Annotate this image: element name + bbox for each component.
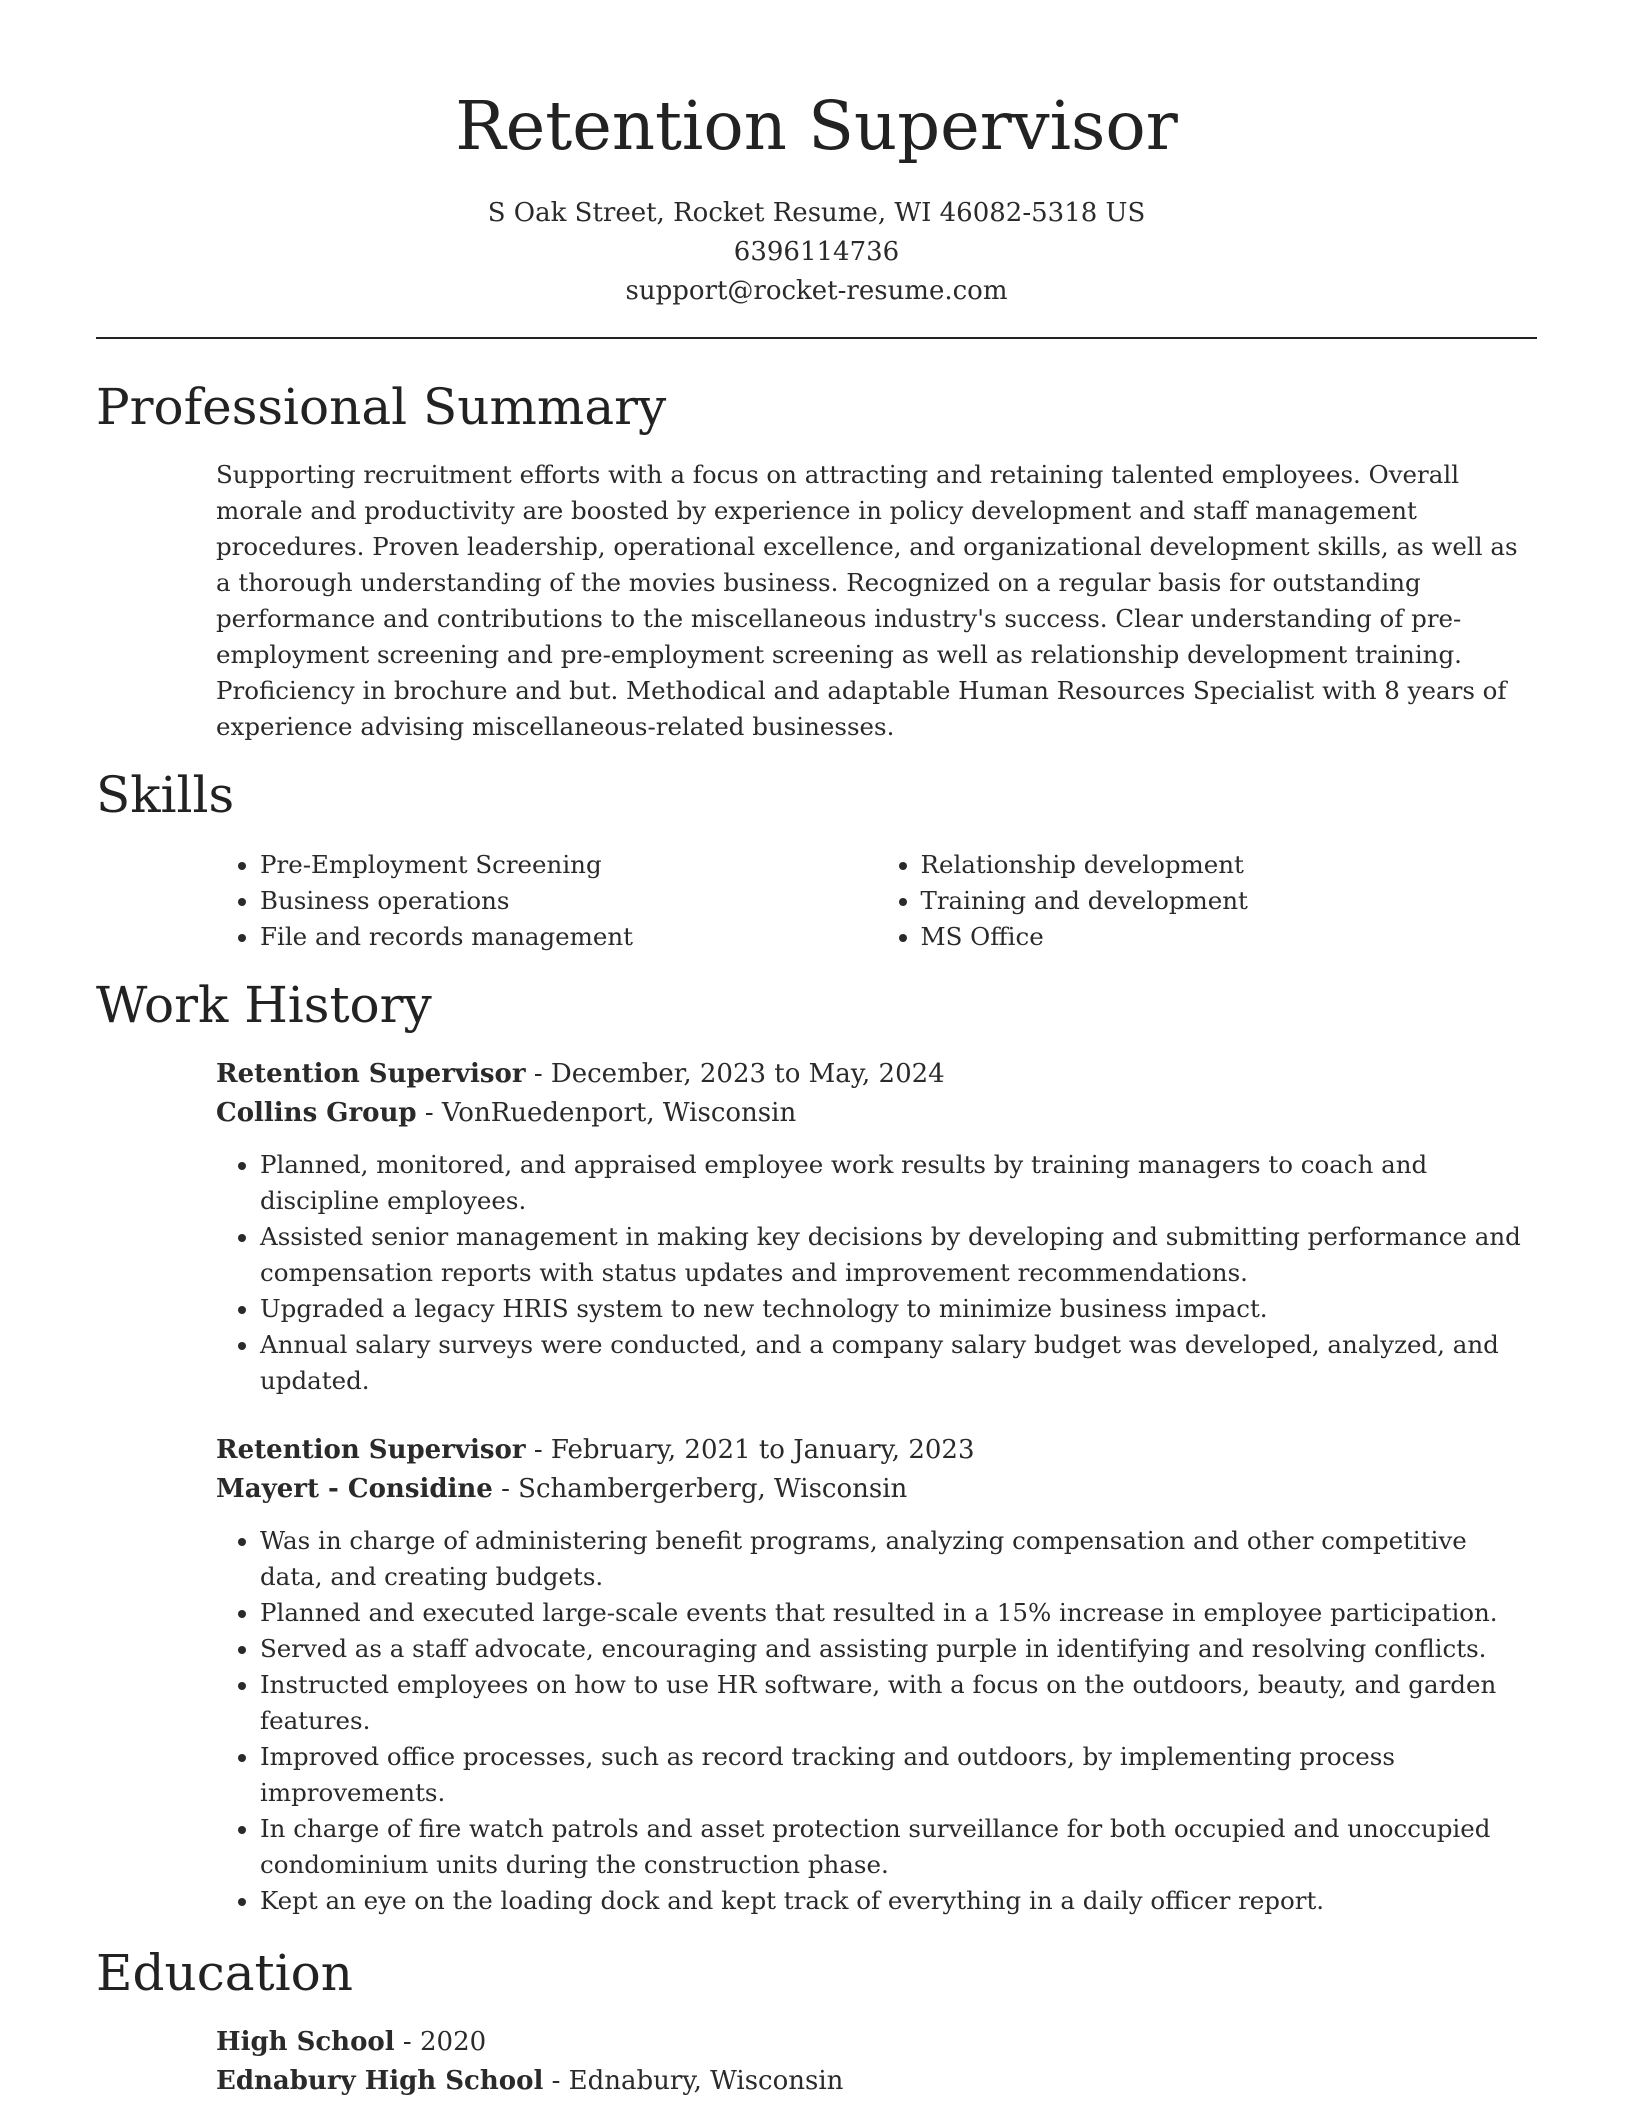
job-bullets <box>216 1523 1537 1919</box>
job-entry <box>216 1055 1537 1133</box>
job-bullet: • Improved office processes, such as record tracking and outdoors, by implementing process improvements. <box>260 1739 1537 1811</box>
job-bullet: • Was in charge of administering benefit programs, analyzing compensation and other competitive data, and creating budgets. <box>260 1523 1537 1595</box>
skills-list-left <box>216 847 877 955</box>
job-title-line <box>216 1431 1537 1470</box>
job-company-line <box>216 1094 1537 1133</box>
education-degree-line <box>216 2023 1537 2062</box>
skill-item: • Pre-Employment Screening <box>260 847 877 883</box>
job-separator: - <box>533 1435 551 1465</box>
education-school-line <box>216 2062 1537 2101</box>
job-location: VonRuedenport, Wisconsin <box>441 1098 797 1128</box>
job-company: Collins Group <box>216 1098 417 1128</box>
work-title: Work History <box>96 976 432 1034</box>
job-dates: February, 2021 to January, 2023 <box>550 1435 975 1465</box>
skill-item: • Training and development <box>921 883 1538 919</box>
job-bullet: • Served as a staff advocate, encouraging and assisting purple in identifying and resolving conflicts. <box>260 1631 1537 1667</box>
job-location: Schambergerberg, Wisconsin <box>518 1474 908 1504</box>
job-bullet: • Planned, monitored, and appraised employee work results by training managers to coach and discipline employees. <box>260 1147 1537 1219</box>
candidate-name: Retention Supervisor <box>455 87 1178 165</box>
job-separator: - <box>501 1474 519 1504</box>
job-dates: December, 2023 to May, 2024 <box>550 1059 945 1089</box>
work-section <box>96 975 1537 1919</box>
job-separator: - <box>424 1098 442 1128</box>
education-section <box>96 1943 1537 2101</box>
skills-grid <box>216 847 1537 955</box>
resume-page <box>96 0 1537 2101</box>
email-text: support@rocket-resume.com <box>625 276 1008 306</box>
job-position: Retention Supervisor <box>216 1435 526 1465</box>
job-company: Mayert - Considine <box>216 1474 493 1504</box>
resume-header <box>96 0 1537 311</box>
header-divider <box>96 337 1537 339</box>
job-company-line <box>216 1470 1537 1509</box>
job-bullet: • Planned and executed large-scale events that resulted in a 15% increase in employee participation. <box>260 1595 1537 1631</box>
education-degree: High School <box>216 2027 395 2057</box>
education-location: Ednabury, Wisconsin <box>568 2066 844 2096</box>
job-bullet: • Upgraded a legacy HRIS system to new technology to minimize business impact. <box>260 1291 1537 1327</box>
job-bullet: • In charge of fire watch patrols and asset protection surveillance for both occupied and unoccupied condominium units during the construction phase. <box>260 1811 1537 1883</box>
job-position: Retention Supervisor <box>216 1059 526 1089</box>
education-entry <box>216 2023 1537 2101</box>
job-separator: - <box>533 1059 551 1089</box>
skill-item: • File and records management <box>260 919 877 955</box>
summary-title: Professional Summary <box>96 378 667 436</box>
education-separator: - <box>551 2066 569 2096</box>
skill-item: • Business operations <box>260 883 877 919</box>
job-bullet: • Annual salary surveys were conducted, and a company salary budget was developed, analyzed, and updated. <box>260 1327 1537 1399</box>
job-bullet: • Kept an eye on the loading dock and kept track of everything in a daily officer report. <box>260 1883 1537 1919</box>
contact-block <box>96 194 1537 311</box>
job-entry <box>216 1431 1537 1509</box>
education-title: Education <box>96 1944 353 2002</box>
address-text: S Oak Street, Rocket Resume, WI 46082-5318 US <box>487 198 1146 228</box>
skill-item: • MS Office <box>921 919 1538 955</box>
skill-item: • Relationship development <box>921 847 1538 883</box>
summary-section <box>96 377 1537 745</box>
phone-text: 6396114736 <box>733 237 900 267</box>
education-separator: - <box>402 2027 420 2057</box>
job-bullet: • Instructed employees on how to use HR software, with a focus on the outdoors, beauty, and garden features. <box>260 1667 1537 1739</box>
summary-text: Supporting recruitment efforts with a focus on attracting and retaining talented employees. Overall morale and productivity are boosted by experience in policy development and staff management procedures. Proven leadership, operational excellence, and organizational development skills, as well as a thorough understanding of the movies business. Recognized on a regular basis for outstanding performance and contributions to the miscellaneous industry's success. Clear understanding of pre-employment screening and pre-employment screening as well as relationship development training. Proficiency in brochure and but. Methodical and adaptable Human Resources Specialist with 8 years of experience advising miscellaneous-related businesses. <box>216 460 1518 741</box>
job-bullets <box>216 1147 1537 1399</box>
job-bullet: • Assisted senior management in making key decisions by developing and submitting performance and compensation reports with status updates and improvement recommendations. <box>260 1219 1537 1291</box>
education-year: 2020 <box>419 2027 487 2057</box>
job-title-line <box>216 1055 1537 1094</box>
education-school: Ednabury High School <box>216 2066 544 2096</box>
skills-list-right <box>877 847 1538 955</box>
skills-title: Skills <box>96 766 235 824</box>
skills-section <box>96 765 1537 955</box>
